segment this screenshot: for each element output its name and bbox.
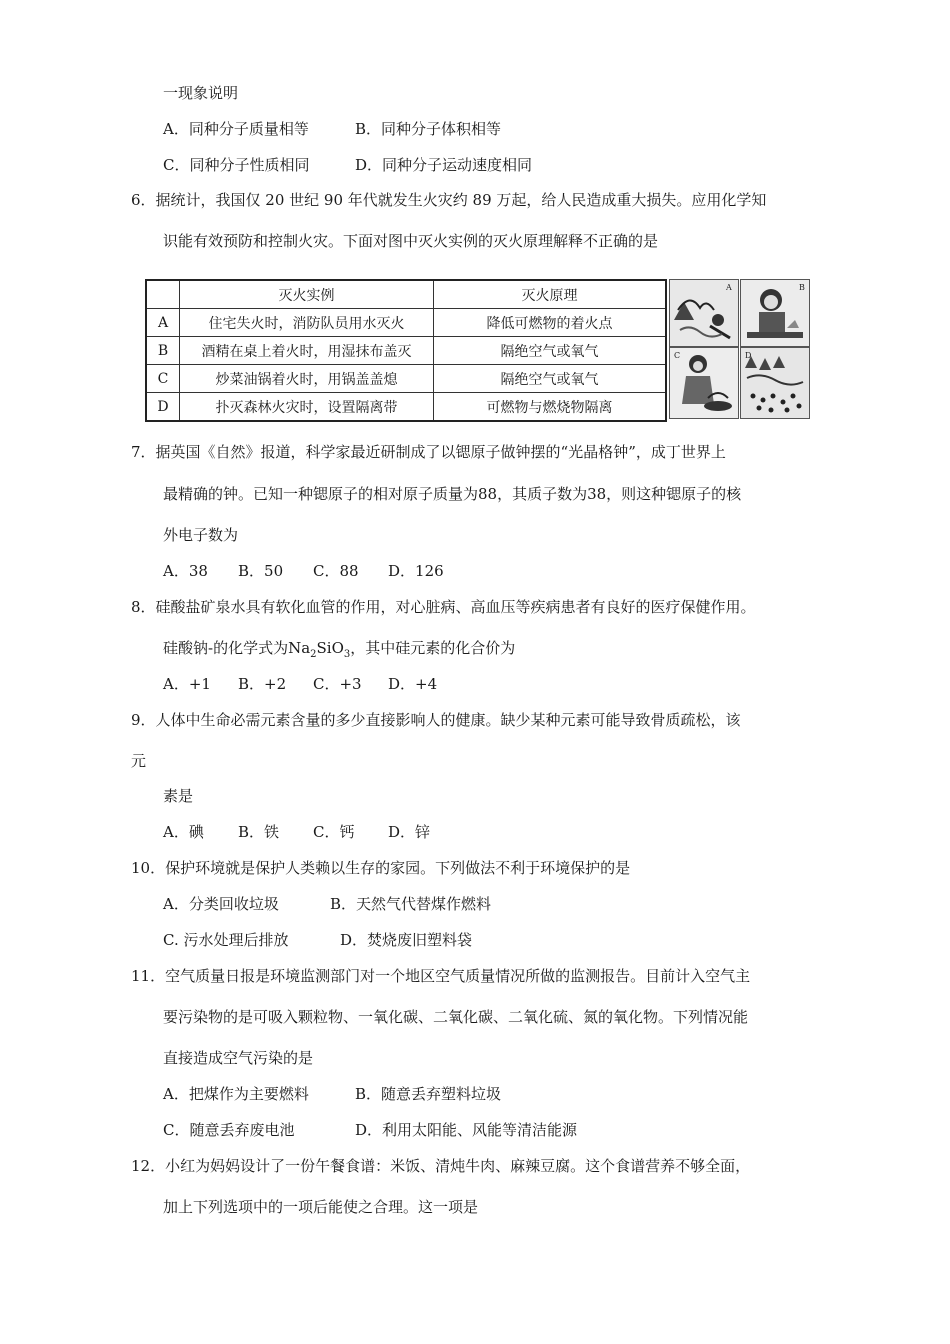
q10-option-c: C. 污水处理后排放 <box>163 931 289 949</box>
q10-option-d: D．焚烧废旧塑料袋 <box>340 931 473 949</box>
row-principle: 可燃物与燃烧物隔离 <box>434 393 667 422</box>
row-example: 扑灭森林火灾时，设置隔离带 <box>180 393 434 422</box>
q8-options <box>163 674 437 694</box>
q9-line3: 素是 <box>163 787 194 805</box>
row-label: C <box>146 365 180 393</box>
q9-option-c: C．钙 <box>313 823 355 841</box>
q8-option-a: A．+1 <box>163 675 211 693</box>
q11-line3: 直接造成空气污染的是 <box>163 1049 314 1067</box>
q5-text: 一现象说明 <box>163 84 239 102</box>
q8-subscript-2: 2 <box>310 649 317 660</box>
q8-option-c: C．+3 <box>313 675 362 693</box>
q9-line1: 9．人体中生命必需元素含量的多少直接影响人的健康。缺少某种元素可能导致骨质疏松，该 <box>131 711 741 729</box>
row-principle: 隔绝空气或氧气 <box>434 337 667 365</box>
q5-option-d: D．同种分子运动速度相同 <box>355 156 533 174</box>
row-principle: 隔绝空气或氧气 <box>434 365 667 393</box>
illustration-d-firebreak <box>740 347 810 419</box>
q7-line2: 最精确的钟。已知一种锶原子的相对原子质量为88，其质子数为38，则这种锶原子的核 <box>163 485 742 503</box>
q12-line2: 加上下列选项中的一项后能使之合理。这一项是 <box>163 1198 479 1216</box>
table-header-row <box>146 280 666 309</box>
q7-options <box>163 561 444 581</box>
q7-option-d: D．126 <box>388 562 444 580</box>
q8-line1: 8．硅酸盐矿泉水具有软化血管的作用，对心脏病、高血压等疾病患者有良好的医疗保健作用。 <box>131 598 756 616</box>
q8-line2-post: ，其中硅元素的化合价为 <box>350 639 516 657</box>
illustration-b-label: B <box>799 283 805 292</box>
table-row <box>146 309 666 337</box>
q11-option-d: D．利用太阳能、风能等清洁能源 <box>355 1121 578 1139</box>
table-row <box>146 337 666 365</box>
row-example: 炒菜油锅着火时，用锅盖盖熄 <box>180 365 434 393</box>
row-example: 住宅失火时，消防队员用水灭火 <box>180 309 434 337</box>
q8-line2-mid: SiO <box>316 639 344 657</box>
q10-option-a: A．分类回收垃圾 <box>163 895 279 913</box>
q11-line2: 要污染物的是可吸入颗粒物、一氧化碳、二氧化碳、二氧化硫、氮的氧化物。下列情况能 <box>163 1008 749 1026</box>
q8-option-d: D．+4 <box>388 675 438 693</box>
q11-option-a: A．把煤作为主要燃料 <box>163 1085 309 1103</box>
row-label: A <box>146 309 180 337</box>
q7-option-c: C．88 <box>313 562 359 580</box>
q8-subscript-3: 3 <box>343 649 351 660</box>
q9-line2: 元 <box>131 752 147 770</box>
illustration-d-label: D <box>745 351 752 360</box>
q12-line1: 12．小红为妈妈设计了一份午餐食谱：米饭、清炖牛肉、麻辣豆腐。这个食谱营养不够全面， <box>131 1157 751 1175</box>
table-header-blank <box>146 280 180 309</box>
q9-option-b: B．铁 <box>238 823 280 841</box>
illustration-a-firefighter <box>669 279 739 347</box>
q11-option-c: C．随意丢弃废电池 <box>163 1121 295 1139</box>
table-row <box>146 365 666 393</box>
table-header-example: 灭火实例 <box>180 280 434 309</box>
q11-line1: 11．空气质量日报是环境监测部门对一个地区空气质量情况所做的监测报告。目前计入空气主 <box>131 967 751 985</box>
q10-option-b: B．天然气代替煤作燃料 <box>330 895 492 913</box>
illustration-b-wet-cloth <box>740 279 810 347</box>
q7-line3: 外电子数为 <box>163 526 239 544</box>
q8-line2-pre: 硅酸钠-的化学式为Na <box>163 639 311 657</box>
q9-option-a: A．碘 <box>163 823 204 841</box>
table-row <box>146 393 666 422</box>
q8-line2 <box>163 638 515 665</box>
row-example: 酒精在桌上着火时，用湿抹布盖灭 <box>180 337 434 365</box>
q9-option-d: D．锌 <box>388 823 431 841</box>
q7-line1: 7．据英国《自然》报道，科学家最近研制成了以锶原子做钟摆的“光晶格钟”，成丁世界上 <box>131 443 726 461</box>
illustration-c-label: C <box>674 351 681 360</box>
q6-line1: 6．据统计，我国仅 20 世纪 90 年代就发生火灾约 89 万起，给人民造成重大损失。应用化学知 <box>131 191 767 209</box>
row-principle: 降低可燃物的着火点 <box>434 309 667 337</box>
q10-line1: 10．保护环境就是保护人类赖以生存的家园。下列做法不利于环境保护的是 <box>131 859 631 877</box>
q8-option-b: B．+2 <box>238 675 287 693</box>
illustration-c-wok-lid <box>669 347 739 419</box>
fire-extinguishing-table <box>145 279 667 422</box>
q9-options <box>163 822 430 842</box>
q5-option-a: A．同种分子质量相等 <box>163 120 309 138</box>
row-label: D <box>146 393 180 422</box>
q5-option-c: C．同种分子性质相同 <box>163 156 310 174</box>
q7-option-a: A．38 <box>163 562 208 580</box>
row-label: B <box>146 337 180 365</box>
illustration-a-label: A <box>726 283 732 292</box>
q6-line2: 识能有效预防和控制火灾。下面对图中灭火实例的灭火原理解释不正确的是 <box>163 232 659 250</box>
q5-option-b: B．同种分子体积相等 <box>355 120 502 138</box>
table-header-principle: 灭火原理 <box>434 280 667 309</box>
q7-option-b: B．50 <box>238 562 284 580</box>
q11-option-b: B．随意丢弃塑料垃圾 <box>355 1085 502 1103</box>
